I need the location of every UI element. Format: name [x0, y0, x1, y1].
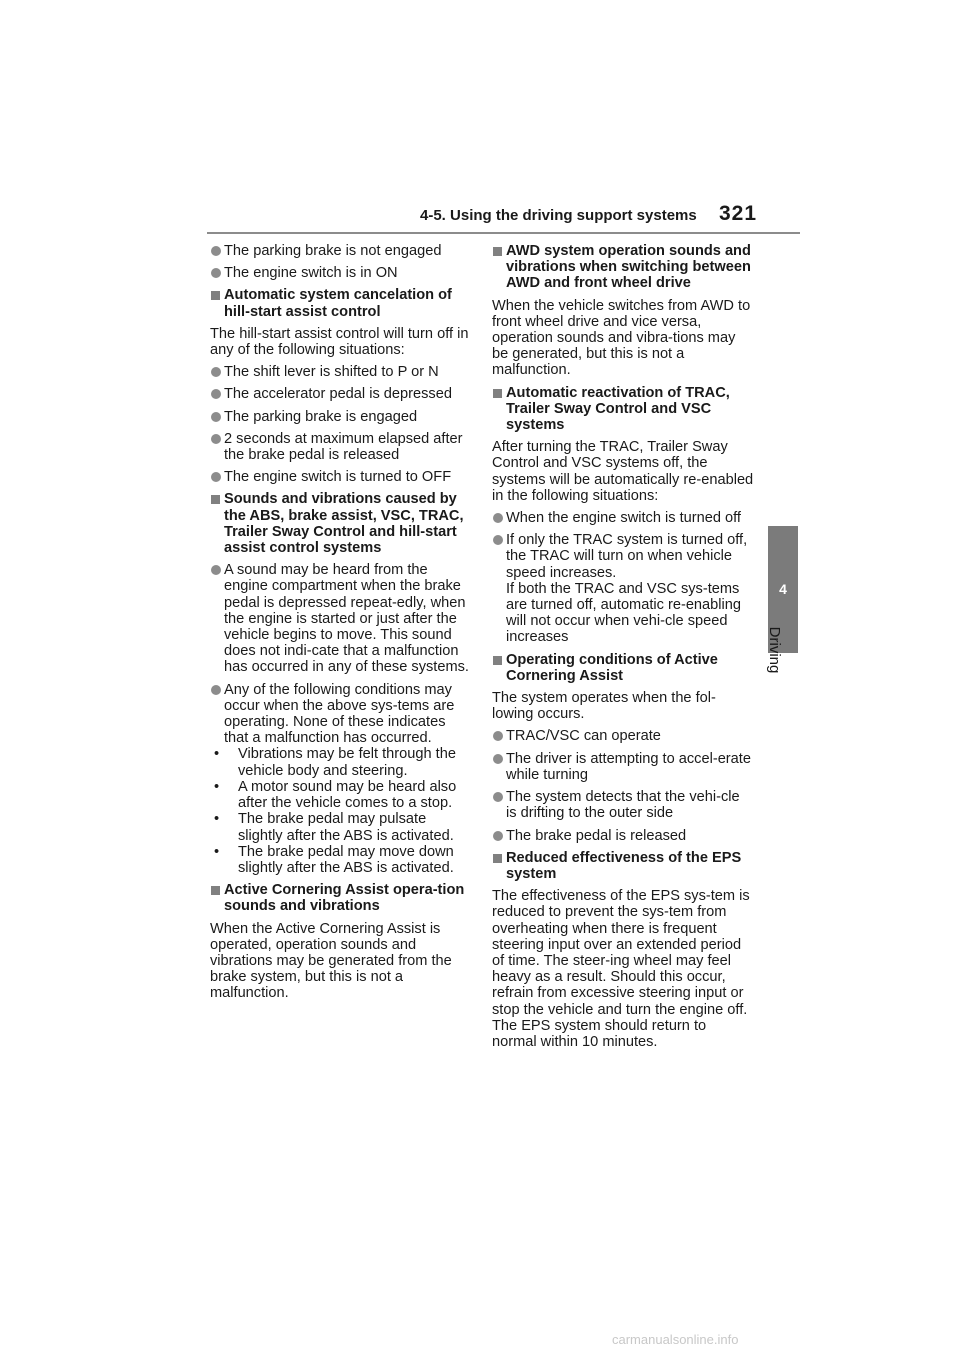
paragraph: The hill-start assist control will turn off in any of the following situations: [210, 325, 469, 359]
section-heading: Sounds and vibrations caused by the ABS, brake assist, VSC, TRAC, Trailer Sway Control and hill-start assist control systems [210, 491, 472, 556]
section-heading: Automatic system cancelation of hill-start assist control [210, 287, 472, 319]
bullet-item: The parking brake is engaged [210, 409, 472, 425]
header-divider [207, 232, 800, 234]
right-column [492, 243, 754, 1056]
bullet-item: The driver is attempting to accel-erate while turning [492, 751, 754, 783]
section-title: 4-5. Using the driving support systems [420, 207, 697, 224]
bullet-item: 2 seconds at maximum elapsed after the brake pedal is released [210, 431, 472, 463]
sub-item: • Vibrations may be felt through the vehicle body and steering. [224, 746, 472, 778]
bullet-item: When the engine switch is turned off [492, 510, 754, 526]
bullet-item: TRAC/VSC can operate [492, 728, 754, 744]
paragraph: The effectiveness of the EPS sys-tem is reduced to prevent the sys-tem from overheating when there is frequent steering input over an extended period of time. The steer-ing wheel may feel heavy as a result. Should this occur, refrain from excessive steering input or stop the vehicle and turn the engine off. The EPS system should return to normal within 10 minutes. [492, 888, 750, 1050]
bullet-item: A sound may be heard from the engine compartment when the brake pedal is depressed repeat-edly, when the engine is started or just after the vehicle begins to move. This sound does not indi-cate that a malfunction has occurred in any of these systems. [210, 562, 472, 675]
sub-item: • A motor sound may be heard also after the vehicle comes to a stop. [224, 779, 472, 811]
bullet-item [492, 532, 754, 645]
chapter-label-text: Driving [766, 626, 783, 674]
paragraph: The system operates when the fol-lowing occurs. [492, 690, 716, 723]
paragraph: After turning the TRAC, Trailer Sway Control and VSC systems off, the systems will be automatically re-enabled in the following situations: [492, 439, 754, 504]
bullet-item: The brake pedal is released [492, 828, 754, 844]
bullet-item: The parking brake is not engaged [210, 243, 472, 259]
section-heading: Operating conditions of Active Cornering Assist [492, 652, 754, 684]
watermark: carmanualsonline.info [612, 1332, 739, 1347]
bullet-text: Any of the following conditions may occur when the above sys-tems are operating. None of these indicates that a malfunction has occurred. [224, 681, 455, 747]
sub-list [224, 746, 472, 876]
sub-item: • The brake pedal may pulsate slightly after the ABS is activated. [224, 811, 472, 843]
bullet-item: The engine switch is in ON [210, 265, 472, 281]
bullet-item: The shift lever is shifted to P or N [210, 364, 472, 380]
bullet-text: If both the TRAC and VSC sys-tems are turned off, automatic re-enabling will not occur when vehi-cle speed increases [506, 580, 741, 646]
bullet-item: The accelerator pedal is depressed [210, 386, 472, 402]
page-number: 321 [718, 202, 758, 225]
bullet-text: If only the TRAC system is turned off, the TRAC will turn on when vehicle speed increases. [506, 532, 748, 581]
section-heading: AWD system operation sounds and vibrations when switching between AWD and front wheel drive [492, 243, 754, 292]
section-heading: Active Cornering Assist opera-tion sounds and vibrations [210, 882, 472, 914]
chapter-number: 4 [779, 581, 787, 597]
bullet-item: The system detects that the vehi-cle is drifting to the outer side [492, 789, 754, 821]
section-heading: Reduced effectiveness of the EPS system [492, 850, 754, 882]
section-heading: Automatic reactivation of TRAC, Trailer Sway Control and VSC systems [492, 385, 754, 434]
paragraph: When the vehicle switches from AWD to front wheel drive and vice versa, operation sounds and vibra-tions may be generated, but this is not a malfunction. [492, 297, 751, 379]
paragraph: When the Active Cornering Assist is operated, operation sounds and vibrations may be generated from the brake system, but this is not a malfunction. [210, 920, 452, 1002]
bullet-item [210, 682, 472, 876]
left-column [210, 243, 472, 1008]
sub-item: • The brake pedal may move down slightly after the ABS is activated. [224, 844, 472, 876]
bullet-item: The engine switch is turned to OFF [210, 469, 472, 485]
